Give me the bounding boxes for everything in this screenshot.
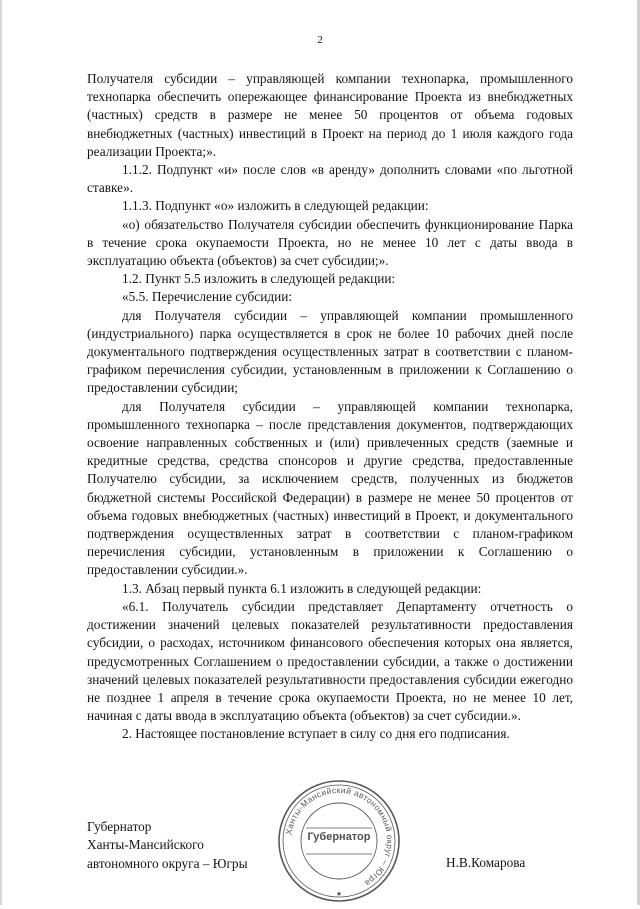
document-body — [87, 70, 573, 744]
seal-ring-text: Ханты-Мансийский автономный округ – Югра — [283, 784, 396, 889]
official-seal — [276, 778, 402, 904]
scan-edge-left — [0, 0, 2, 905]
signatory-title-line-3: автономного округа – Югры — [87, 855, 248, 871]
svg-text:★: ★ — [335, 890, 343, 898]
paragraph-9: 1.3. Абзац первый пункта 6.1 изложить в следующей редакции: — [122, 580, 482, 596]
signatory-title-line-2: Ханты-Мансийского — [87, 837, 204, 853]
seal-center-text: Губернатор — [307, 831, 371, 843]
signatory-title-line-1: Губернатор — [87, 819, 152, 834]
paragraph-1: Получателя субсидии – управляющей компании технопарка, промышленного технопарка обеспечить опережающее финансирование Проекта из внебюджетных (частных) средств в размере не менее 50 процентов от объема годовых внебюджетных (частных) инвестиций в Проект на период до 1 июля каждого года реализации Проекта;». — [87, 71, 573, 159]
paragraph-8: для Получателя субсидии – управляющей компании технопарка, промышленного технопарка – после представления документов, подтверждающих освоение направленных собственных и (или) привлеченных средств (заемные и кредитные средства, средства спонсоров и другие средства, предоставленные Получателю субсидии, за исключением средств, полученных из бюджетов бюджетной системы Российской Федерации) в размере не менее 50 процентов от объема годовых внебюджетных (частных) инвестиций в Проект, и документального подтверждения осуществленных затрат в соответствии с планом-графиком перечисления субсидии, установленным в приложении к Соглашению о предоставлении субсидии.». — [87, 398, 573, 578]
signatory-name: Н.В.Комарова — [446, 855, 526, 870]
paragraph-3: 1.1.3. Подпункт «о» изложить в следующей редакции: — [122, 198, 429, 214]
page-number: 2 — [317, 34, 323, 46]
paragraph-2: 1.1.2. Подпункт «и» после слов «в аренду» дополнить словами «по льготной ставке». — [87, 162, 573, 196]
paragraph-4: «о) обязательство Получателя субсидии обеспечить функционирование Парка в течение срока окупаемости Проекта, но не менее 10 лет с даты ввода в эксплуатацию объекта (объектов) за счет субсидии;». — [87, 216, 573, 269]
signatory-title — [87, 818, 248, 873]
paragraph-11: 2. Настоящее постановление вступает в силу со дня его подписания. — [122, 726, 510, 742]
paragraph-7: для Получателя субсидии – управляющей компании промышленного (индустриального) парка осуществляется в срок не более 10 рабочих дней после документального подтверждения осуществленных затрат в соответствии с планом-графиком перечисления субсидии, установленным в приложении к Соглашению о предоставлении субсидии; — [87, 307, 573, 396]
paragraph-6: «5.5. Перечисление субсидии: — [122, 289, 293, 305]
paragraph-5: 1.2. Пункт 5.5 изложить в следующей редакции: — [122, 271, 396, 287]
paragraph-10: «6.1. Получатель субсидии представляет Департаменту отчетность о достижении значений целевых показателей результативности предоставления субсидии, о расходах, источником финансового обеспечения которых она является, предусмотренных Соглашением о предоставлении субсидии, а также о достижении значений целевых показателей результативности предоставления субсидии ежегодно не позднее 1 апреля в течение срока окупаемости Проекта, но не менее 10 лет, начиная с даты ввода в эксплуатацию объекта (объектов) за счет субсидии.». — [87, 598, 573, 724]
